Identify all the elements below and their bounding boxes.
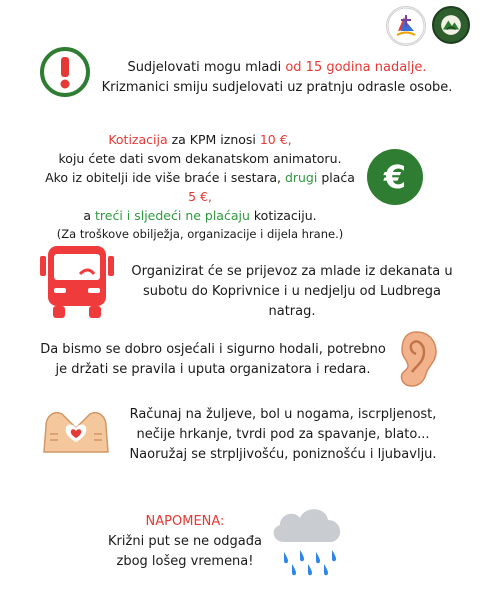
fee-line-2: koju ćete dati svom dekanatskom animatoru. [58, 151, 342, 166]
note-text [90, 512, 280, 572]
hardship-text [118, 405, 448, 465]
transport-line-3: natrag. [268, 304, 316, 319]
exclamation-icon [38, 45, 92, 99]
fee-label: Kotizacija [108, 132, 168, 147]
organization-logo [432, 6, 470, 44]
logos [386, 6, 470, 46]
note-line-1: Križni put se ne odgađa [108, 534, 262, 549]
age-requirement-text [92, 58, 462, 98]
fee-free-note: treći i sljedeći ne plaćaju [95, 208, 250, 223]
rain-cloud-icon [266, 500, 350, 580]
rules-line-2: je držati se pravila i uputa organizatora i redara. [55, 362, 371, 377]
age-line-1: Sudjelovati mogu mladi od 15 godina nadalje. [127, 60, 427, 75]
fee-line-4: a treći i sljedeći ne plaćaju kotizaciju. [83, 208, 317, 223]
fee-reduced-amount: 5 €, [188, 189, 212, 204]
bus-icon [40, 244, 114, 320]
hardship-line-1: Računaj na žuljeve, bol u nogama, iscrpljenost, [129, 407, 437, 422]
fee-amount: 10 €, [259, 132, 292, 147]
svg-text:€: € [383, 158, 407, 196]
fee-line-3: Ako iz obitelji ide više braće i sestara, drugi plaća 5 €, [45, 170, 355, 204]
heart-hands-icon [40, 404, 112, 456]
age-line-2: Krizmanici smiju sudjelovati uz pratnju odrasle osobe. [101, 80, 453, 95]
note-heading: NAPOMENA: [145, 514, 225, 529]
fee-second: drugi [284, 170, 318, 185]
rules-line-1: Da bismo se dobro osjećali i sigurno hodali, potrebno [40, 342, 386, 357]
transport-text [122, 262, 462, 322]
note-line-2: zbog lošeg vremena! [116, 554, 254, 569]
hardship-line-3: Naoružaj se strpljivošću, poniznošću i ljubavlju. [129, 447, 437, 462]
age-highlight: od 15 godina nadalje. [285, 60, 427, 75]
euro-icon [366, 148, 424, 206]
fee-line-1: Kotizacija za KPM iznosi 10 €, [108, 132, 292, 147]
transport-line-1: Organizirat će se prijevoz za mlade iz dekanata u [131, 264, 453, 279]
event-logo [386, 6, 426, 46]
fee-text [40, 130, 360, 244]
transport-line-2: subotu do Koprivnice i u nedjelju od Ludbrega [142, 284, 442, 299]
hardship-line-2: nečije hrkanje, tvrdi pod za spavanje, blato... [136, 427, 430, 442]
fee-line-5: (Za troškove obilježja, organizacije i dijela hrane.) [56, 227, 344, 241]
ear-icon [394, 330, 438, 388]
rules-text [28, 340, 398, 380]
